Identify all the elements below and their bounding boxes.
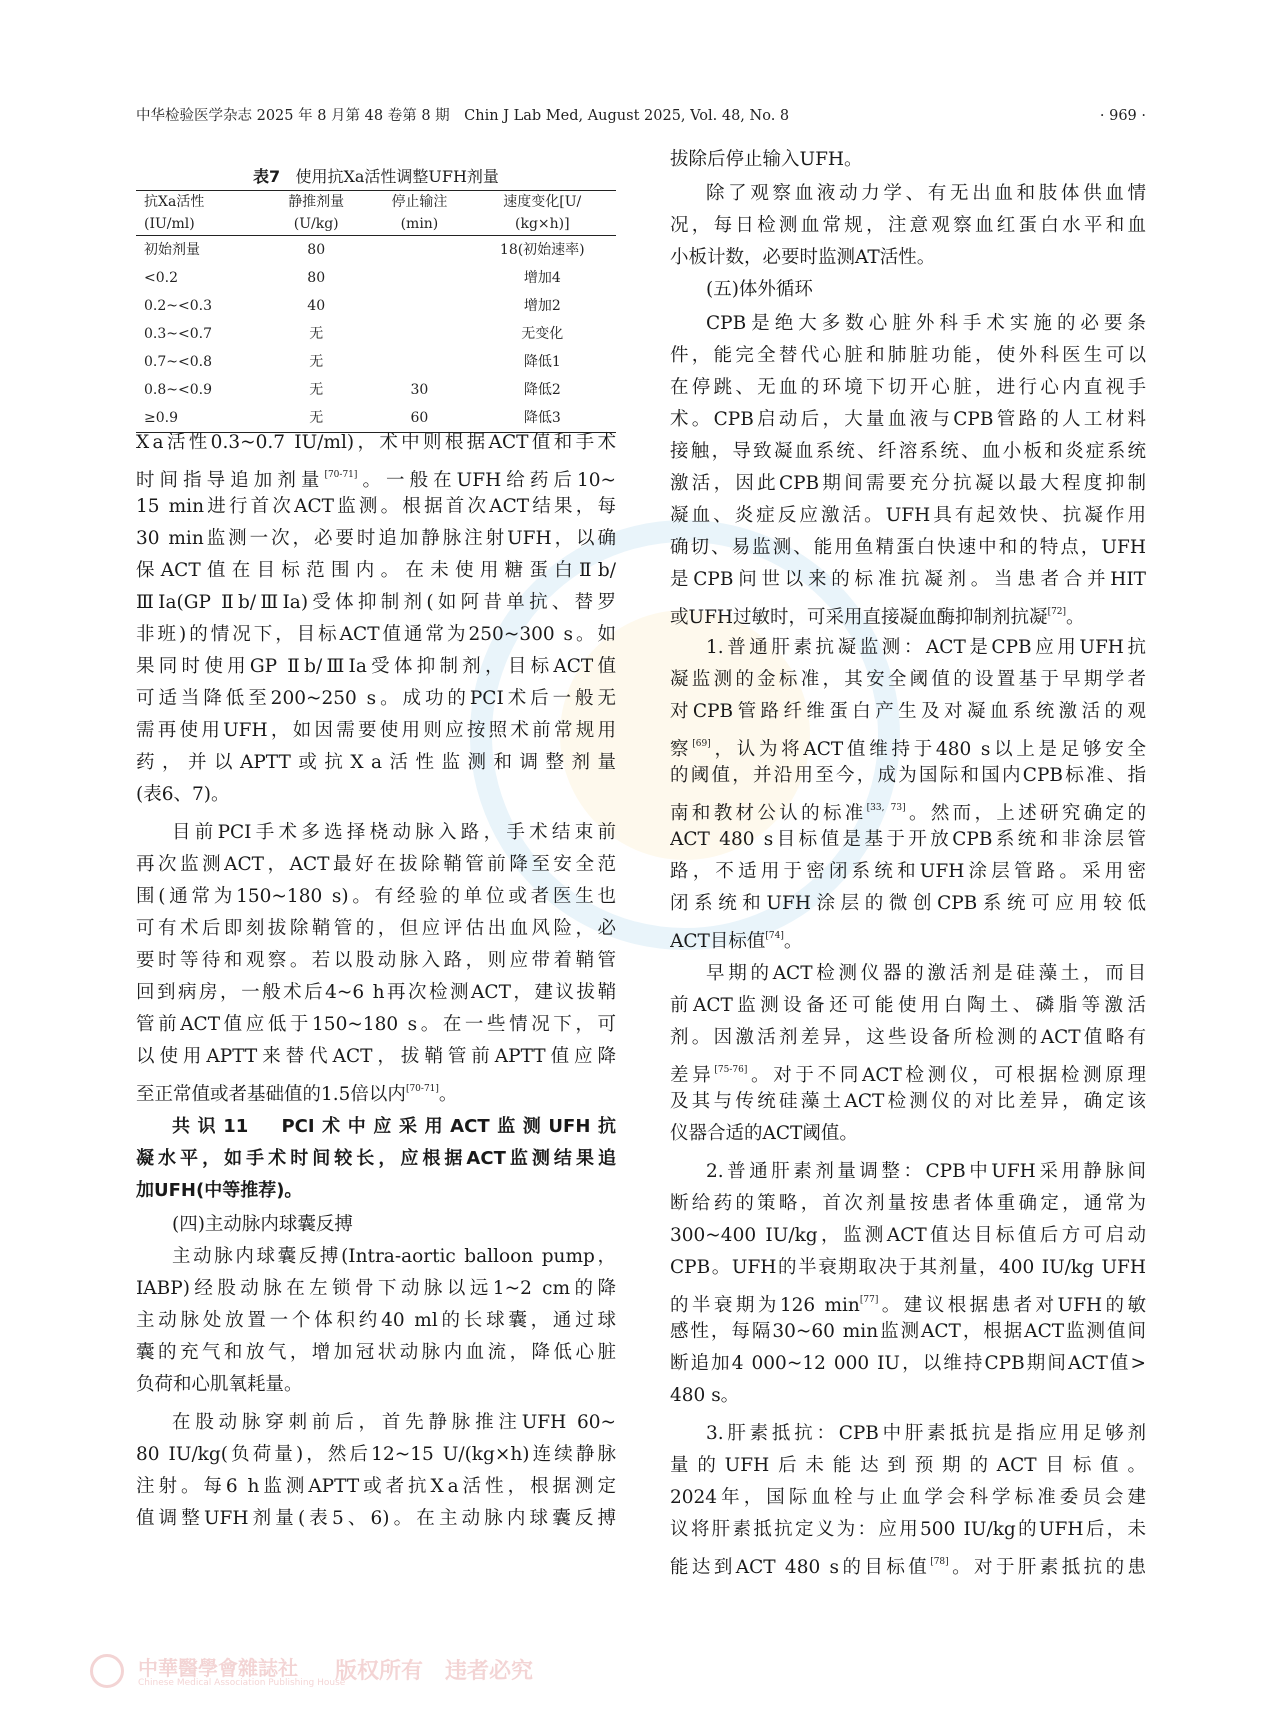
- line-text: 3.肝素抵抗：CPB中肝素抵抗是指应用足够剂: [706, 1423, 1146, 1444]
- text-line: [136, 1009, 616, 1041]
- text-line: [136, 1241, 616, 1273]
- line-text: CPB。UFH的半衰期取决于其剂量，400 IU/kg UFH: [670, 1257, 1146, 1278]
- line-text: ACT 480 s目标值是基于开放CPB系统和非涂层管: [670, 829, 1146, 850]
- text-line: [136, 1305, 616, 1337]
- line-text-continued: 。建议根据患者对UFH的敏: [878, 1295, 1146, 1316]
- line-text: 断给药的策略，首次剂量按患者体重确定，通常为: [670, 1193, 1146, 1214]
- table-row: [136, 264, 616, 292]
- table-cell: 无: [309, 326, 324, 342]
- text-line: [136, 619, 616, 651]
- table-cell: 60: [370, 404, 468, 433]
- citation-ref: [75-76]: [714, 1065, 748, 1075]
- text-line: [670, 144, 1146, 176]
- text-line: [670, 1054, 1146, 1086]
- line-text: 可适当降低至200~250 s。成功的PCI术后一般无: [136, 688, 616, 709]
- text-line: [136, 651, 616, 683]
- line-text: 80 IU/kg(负荷量)，然后12~15 U/(kg×h)连续静脉: [136, 1444, 616, 1465]
- line-text: 确切、易监测、能用鱼精蛋白快速中和的特点，UFH: [670, 537, 1146, 558]
- line-text: 在停跳、无血的环境下切开心脏，进行心内直视手: [670, 377, 1146, 398]
- text-line: [670, 178, 1146, 210]
- line-text: CPB是绝大多数心脏外科手术实施的必要条: [706, 313, 1146, 334]
- text-line: [670, 824, 1146, 856]
- header-cell: 停止输注: [370, 191, 468, 214]
- text-line: [670, 920, 1146, 952]
- table-cell: 0.3~<0.7: [144, 326, 212, 342]
- citation-ref: [69]: [692, 739, 711, 749]
- text-line: [136, 1273, 616, 1305]
- running-head: [136, 104, 1146, 128]
- text-line: [670, 340, 1146, 372]
- table-cell: 降低1: [523, 354, 561, 370]
- line-text: 在股动脉穿刺前后，首先静脉推注UFH 60~: [172, 1412, 616, 1433]
- text-line: [136, 523, 616, 555]
- table-cell: [370, 348, 468, 376]
- text-line: [136, 1337, 616, 1369]
- table-header-row: [136, 213, 616, 236]
- text-line: [136, 491, 616, 523]
- text-line: [670, 1220, 1146, 1252]
- line-text: 至正常值或者基础值的1.5倍以内: [136, 1084, 406, 1105]
- line-text: 负荷和心肌氧耗量。: [136, 1374, 303, 1395]
- text-line: [136, 881, 616, 913]
- text-line: [670, 1482, 1146, 1514]
- citation-ref: [33, 73]: [866, 803, 906, 813]
- text-line: [670, 372, 1146, 404]
- table-cell: 降低3: [469, 404, 616, 433]
- table-cell: 80: [307, 242, 326, 258]
- line-text: 拔除后停止输入UFH。: [670, 149, 863, 170]
- text-line: [670, 1380, 1146, 1412]
- text-line: [670, 1022, 1146, 1054]
- table-cell: 初始剂量: [144, 242, 200, 258]
- line-text: 激活，因此CPB期间需要充分抗凝以最大程度抑制: [670, 473, 1146, 494]
- line-text: 30 min监测一次，必要时追加静脉注射UFH，以确: [136, 528, 616, 549]
- text-line: [670, 564, 1146, 596]
- line-text: 凝血、炎症反应激活。UFH具有起效快、抗凝作用: [670, 505, 1146, 526]
- text-line: [136, 913, 616, 945]
- line-text: 感性，每隔30~60 min监测ACT，根据ACT监测值间: [670, 1321, 1146, 1342]
- table-cell: 无: [309, 382, 324, 398]
- line-text-continued: 。: [783, 931, 803, 952]
- text-line: [670, 958, 1146, 990]
- text-line: [670, 728, 1146, 760]
- line-text: ⅢIa(GP Ⅱb/ⅢIa)受体抑制剂(如阿昔单抗、替罗: [136, 592, 616, 613]
- seal-icon: [90, 1654, 124, 1688]
- line-text-continued: ，认为将ACT值维持于480 s以上是足够安全: [710, 739, 1146, 760]
- text-line: [670, 500, 1146, 532]
- line-text-continued: 。然而，上述研究确定的: [905, 803, 1146, 824]
- table-cell: ≥0.9: [136, 404, 262, 433]
- table-caption: [136, 165, 616, 189]
- publisher-logo: [90, 1650, 534, 1694]
- text-line: [136, 1209, 616, 1241]
- line-text: (五)体外循环: [706, 279, 813, 300]
- table-label: 表7: [253, 167, 281, 186]
- text-line: [670, 1252, 1146, 1284]
- table-row: [136, 320, 616, 348]
- line-text: 南和教材公认的标准: [670, 803, 867, 824]
- header-cell: 速度变化[U/: [469, 191, 616, 214]
- table-cell: 0.8~<0.9: [144, 382, 212, 398]
- publisher-english-name: Chinese Medical Association Publishing House: [138, 1678, 346, 1688]
- text-line: [670, 1316, 1146, 1348]
- line-text: 再次监测ACT，ACT最好在拔除鞘管前降至安全范: [136, 854, 616, 875]
- table-cell: 40: [307, 298, 326, 314]
- line-text-continued: 。一般在UFH给药后10~: [357, 470, 616, 491]
- table-cell: [370, 320, 468, 348]
- line-text: 察: [670, 739, 693, 760]
- table-cell: [370, 292, 468, 320]
- line-text: 断追加4 000~12 000 IU，以维持CPB期间ACT值>: [670, 1353, 1146, 1374]
- table-cell: 30: [410, 382, 429, 398]
- table-cell: [370, 264, 468, 292]
- text-line: [136, 1439, 616, 1471]
- text-line: [670, 792, 1146, 824]
- line-text: 件，能完全替代心脏和肺脏功能，使外科医生可以: [670, 345, 1146, 366]
- citation-ref: [78]: [930, 1557, 949, 1567]
- line-text: 果同时使用GP Ⅱb/ⅢIa受体抑制剂，目标ACT值: [136, 656, 616, 677]
- text-line: [670, 1418, 1146, 1450]
- text-line: [670, 596, 1146, 628]
- line-text: 300~400 IU/kg，监测ACT值达目标值后方可启动: [670, 1225, 1146, 1246]
- line-text: 非班)的情况下，目标ACT值通常为250~300 s。如: [136, 624, 616, 645]
- citation-ref: [72]: [1047, 607, 1067, 617]
- running-title: 中华检验医学杂志 2025 年 8 月第 48 卷第 8 期 Chin J Lab Med, August 2025, Vol. 48, No. 8: [136, 108, 790, 124]
- table-row: [136, 236, 616, 265]
- dose-adjustment-table: [136, 190, 616, 433]
- line-text: 的半衰期为126 min: [670, 1295, 860, 1316]
- line-text: 注射。每6 h监测APTT或者抗Ⅹa活性，根据测定: [136, 1476, 616, 1497]
- table-row: [136, 292, 616, 320]
- header-cell: (IU/ml): [136, 213, 262, 236]
- table-cell: 无: [309, 354, 324, 370]
- text-line: [670, 696, 1146, 728]
- text-line: [136, 1073, 616, 1105]
- line-text: 凝监测的金标准，其安全阈值的设置基于早期学者: [670, 669, 1146, 690]
- line-text: 议将肝素抵抗定义为：应用500 IU/kg的UFH后，未: [670, 1519, 1146, 1540]
- publisher-name: 中華醫學會雜誌社: [138, 1656, 298, 1680]
- line-text: 除了观察血液动力学、有无出血和肢体供血情: [706, 183, 1146, 204]
- text-line: [136, 1143, 616, 1175]
- text-line: [670, 1348, 1146, 1380]
- line-text: 前ACT监测设备还可能使用白陶土、磷脂等激活: [670, 995, 1146, 1016]
- line-text: 是CPB问世以来的标准抗凝剂。当患者合并HIT: [670, 569, 1146, 590]
- text-line: [670, 1284, 1146, 1316]
- line-text: 480 s。: [670, 1385, 740, 1406]
- copyright-notice: 版权所有 违者必究: [335, 1659, 534, 1684]
- text-line: [670, 436, 1146, 468]
- page-number: · 969 ·: [1099, 108, 1146, 124]
- citation-ref: [77]: [859, 1295, 879, 1305]
- table-cell: 无: [262, 404, 370, 433]
- line-text: 早期的ACT检测仪器的激活剂是硅藻土，而目: [706, 963, 1146, 984]
- line-text: 仪器合适的ACT阈值。: [670, 1123, 858, 1144]
- line-text: 及其与传统硅藻土ACT检测仪的对比差异，确定该: [670, 1091, 1146, 1112]
- text-line: [670, 1156, 1146, 1188]
- line-text: 2024年，国际血栓与止血学会科学标准委员会建: [670, 1487, 1146, 1508]
- line-text: 围(通常为150~180 s)。有经验的单位或者医生也: [136, 886, 616, 907]
- line-text: 保ACT值在目标范围内。在未使用糖蛋白Ⅱb/: [136, 560, 616, 581]
- table-cell: <0.2: [144, 270, 178, 286]
- header-cell: (min): [370, 213, 468, 236]
- table-cell: 0.2~<0.3: [144, 298, 212, 314]
- line-text: 共识11 PCI术中应采用ACT监测UFH抗: [172, 1116, 616, 1137]
- line-text: 对CPB管路纤维蛋白产生及对凝血系统激活的观: [670, 701, 1146, 722]
- line-text: 差异: [670, 1065, 715, 1086]
- table-header-row: [136, 191, 616, 214]
- line-text: 需再使用UFH，如因需要使用则应按照术前常规用: [136, 720, 616, 741]
- line-text: 可有术后即刻拔除鞘管的，但应评估出血风险，必: [136, 918, 616, 939]
- table-row: [136, 376, 616, 404]
- line-text: IABP)经股动脉在左锁骨下动脉以远1~2 cm的降: [136, 1278, 616, 1299]
- header-cell: 抗Ⅹa活性: [136, 191, 262, 214]
- citation-ref: [70-71]: [324, 470, 358, 480]
- text-line: [670, 274, 1146, 306]
- text-line: [670, 1546, 1146, 1578]
- line-text: 2.普通肝素剂量调整：CPB中UFH采用静脉间: [706, 1161, 1146, 1182]
- text-line: [670, 888, 1146, 920]
- line-text: 1.普通肝素抗凝监测：ACT是CPB应用UFH抗: [706, 637, 1146, 658]
- text-line: [670, 210, 1146, 242]
- line-text: 主动脉处放置一个体积约40 ml的长球囊，通过球: [136, 1310, 616, 1331]
- text-line: [136, 1369, 616, 1401]
- line-text: 凝水平，如手术时间较长，应根据ACT监测结果追: [136, 1148, 616, 1169]
- line-text: 囊的充气和放气，增加冠状动脉内血流，降低心脏: [136, 1342, 616, 1363]
- line-text-continued: 。: [1066, 607, 1085, 628]
- text-line: [136, 1175, 616, 1207]
- header-cell: 静推剂量: [262, 191, 370, 214]
- text-line: [136, 715, 616, 747]
- line-text: ACT目标值: [670, 931, 766, 952]
- text-line: [670, 404, 1146, 436]
- line-text: 能达到ACT 480 s的目标值: [670, 1557, 931, 1578]
- line-text: 回到病房，一般术后4~6 h再次检测ACT，建议拔鞘: [136, 982, 616, 1003]
- text-line: [670, 632, 1146, 664]
- citation-ref: [70-71]: [405, 1084, 439, 1094]
- line-text: (表6、7)。: [136, 784, 230, 805]
- text-line: [670, 532, 1146, 564]
- line-text: Ⅹa活性0.3~0.7 IU/ml)，术中则根据ACT值和手术: [136, 432, 616, 453]
- text-line: [670, 1118, 1146, 1150]
- text-line: [136, 849, 616, 881]
- text-line: [136, 459, 616, 491]
- line-text: 闭系统和UFH涂层的微创CPB系统可应用较低: [670, 893, 1146, 914]
- text-line: [136, 683, 616, 715]
- text-line: [136, 587, 616, 619]
- text-line: [670, 1514, 1146, 1546]
- text-line: [136, 1407, 616, 1439]
- text-line: [670, 664, 1146, 696]
- line-text: 的阈值，并沿用至今，成为国际和国内CPB标准、指: [670, 765, 1146, 786]
- table-cell: 增加4: [523, 270, 561, 286]
- table-title: 使用抗Ⅹa活性调整UFH剂量: [295, 167, 499, 186]
- text-line: [136, 427, 616, 459]
- line-text: 药，并以APTT或抗Ⅹa活性监测和调整剂量: [136, 752, 616, 773]
- line-text: 加UFH(中等推荐)。: [136, 1180, 303, 1201]
- line-text: 路，不适用于密闭系统和UFH涂层管路。采用密: [670, 861, 1146, 882]
- text-line: [136, 1111, 616, 1143]
- header-cell: (kg×h)]: [469, 213, 616, 236]
- text-line: [670, 1450, 1146, 1482]
- line-text: 15 min进行首次ACT监测。根据首次ACT结果，每: [136, 496, 616, 517]
- line-text-continued: 。对于肝素抵抗的患: [948, 1557, 1146, 1578]
- text-line: [670, 468, 1146, 500]
- text-line: [670, 1188, 1146, 1220]
- text-line: [136, 555, 616, 587]
- line-text-continued: 。: [438, 1084, 458, 1105]
- line-text: 管前ACT值应低于150~180 s。在一些情况下，可: [136, 1014, 616, 1035]
- text-line: [670, 990, 1146, 1022]
- text-line: [136, 817, 616, 849]
- text-line: [136, 977, 616, 1009]
- line-text: 况，每日检测血常规，注意观察血红蛋白水平和血: [670, 215, 1146, 236]
- text-line: [136, 1503, 616, 1535]
- text-line: [670, 760, 1146, 792]
- line-text: 主动脉内球囊反搏(Intra-aortic balloon pump，: [172, 1246, 616, 1267]
- table-row: [136, 348, 616, 376]
- line-text: 剂。因激活剂差异，这些设备所检测的ACT值略有: [670, 1027, 1146, 1048]
- line-text: 接触，导致凝血系统、纤溶系统、血小板和炎症系统: [670, 441, 1146, 462]
- text-line: [136, 945, 616, 977]
- header-cell: (U/kg): [262, 213, 370, 236]
- text-line: [136, 1471, 616, 1503]
- line-text: 或UFH过敏时，可采用直接凝血酶抑制剂抗凝: [670, 607, 1048, 628]
- line-text: 小板计数，必要时监测AT活性。: [670, 247, 936, 268]
- line-text: 术。CPB启动后，大量血液与CPB管路的人工材料: [670, 409, 1146, 430]
- table-cell: 降低2: [523, 382, 561, 398]
- table-cell: 增加2: [523, 298, 561, 314]
- text-line: [670, 1086, 1146, 1118]
- line-text-continued: 。对于不同ACT检测仪，可根据检测原理: [747, 1065, 1146, 1086]
- text-line: [136, 1041, 616, 1073]
- line-text: 时间指导追加剂量: [136, 470, 325, 491]
- line-text: 量的UFH后未能达到预期的ACT目标值。: [670, 1455, 1146, 1476]
- line-text: 值调整UFH剂量(表5、6)。在主动脉内球囊反搏: [136, 1508, 616, 1529]
- table-cell: 80: [307, 270, 326, 286]
- table-cell: [370, 236, 468, 265]
- table-cell: 0.7~<0.8: [144, 354, 212, 370]
- line-text: 目前PCI手术多选择桡动脉入路，手术结束前: [172, 822, 616, 843]
- table-cell: 无变化: [521, 326, 564, 342]
- text-line: [670, 308, 1146, 340]
- line-text: 以使用APTT来替代ACT，拔鞘管前APTT值应降: [136, 1046, 616, 1067]
- text-line: [670, 242, 1146, 274]
- line-text: 要时等待和观察。若以股动脉入路，则应带着鞘管: [136, 950, 616, 971]
- text-line: [136, 747, 616, 779]
- citation-ref: [74]: [765, 931, 784, 941]
- table-cell: 18(初始速率): [499, 242, 585, 258]
- text-line: [670, 856, 1146, 888]
- text-line: [136, 779, 616, 811]
- line-text: (四)主动脉内球囊反搏: [172, 1214, 353, 1235]
